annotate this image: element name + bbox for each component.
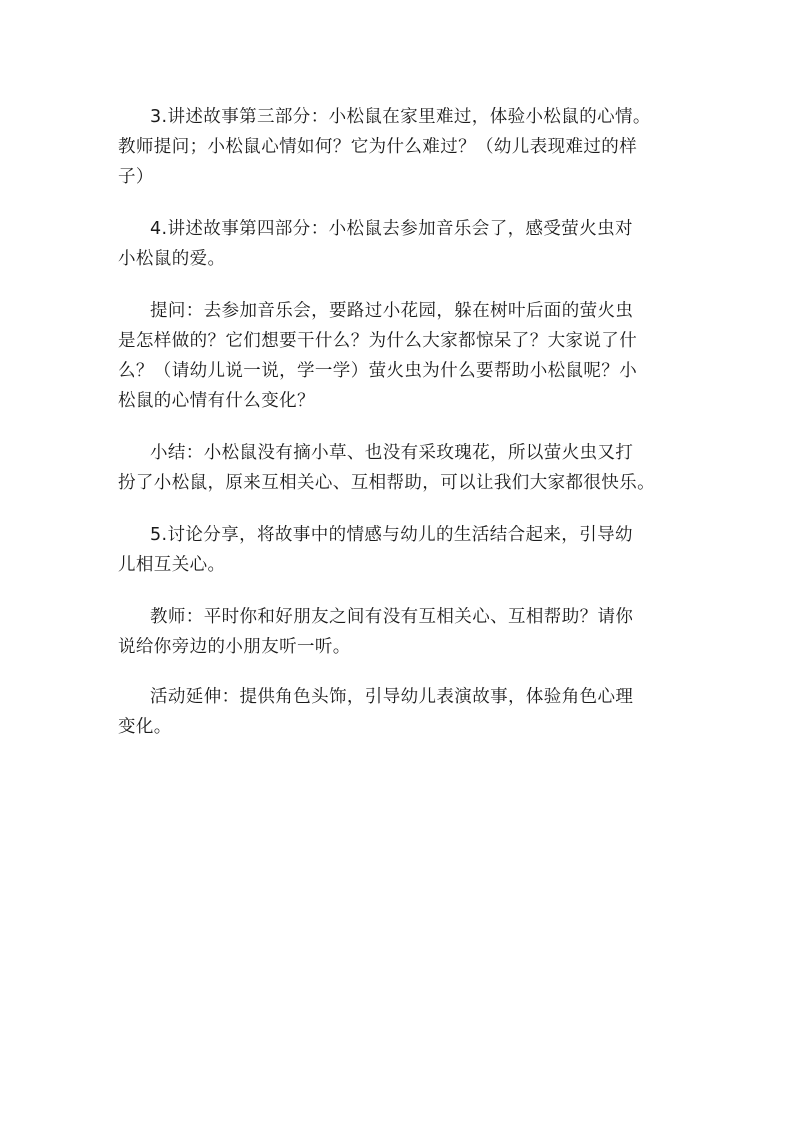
text-line: 小松鼠的爱。 <box>118 249 226 269</box>
paragraph-extension <box>118 682 688 742</box>
text-line: 是怎样做的？它们想要干什么？为什么大家都惊呆了？大家说了什 <box>118 331 638 351</box>
paragraph-story-part-4 <box>118 214 688 274</box>
text-line: 小结：小松鼠没有摘小草、也没有采玫瑰花，所以萤火虫又打 <box>150 443 634 463</box>
text-line: 5.讨论分享，将故事中的情感与幼儿的生活结合起来，引导幼 <box>150 525 633 545</box>
text-line: 3.讲述故事第三部分：小松鼠在家里难过，体验小松鼠的心情。 <box>150 107 651 127</box>
text-line: 么？（请幼儿说一说，学一学）萤火虫为什么要帮助小松鼠呢？小 <box>118 361 638 381</box>
text-line: 儿相互关心。 <box>118 555 226 575</box>
text-line: 提问：去参加音乐会，要路过小花园，躲在树叶后面的萤火虫 <box>150 301 634 321</box>
paragraph-teacher <box>118 602 688 662</box>
text-line: 扮了小松鼠，原来互相关心、互相帮助，可以让我们大家都很快乐。 <box>118 473 655 493</box>
text-line: 活动延伸：提供角色头饰，引导幼儿表演故事，体验角色心理 <box>150 687 634 707</box>
text-line: 说给你旁边的小朋友听一听。 <box>118 637 351 657</box>
text-line: 子） <box>118 167 154 187</box>
text-line: 4.讲述故事第四部分：小松鼠去参加音乐会了，感受萤火虫对 <box>150 219 633 239</box>
text-line: 教师：平时你和好朋友之间有没有互相关心、互相帮助？请你 <box>150 607 634 627</box>
paragraph-story-part-3 <box>118 102 688 192</box>
text-line: 松鼠的心情有什么变化？ <box>118 391 315 411</box>
paragraph-discussion <box>118 520 688 580</box>
paragraph-questions <box>118 296 688 416</box>
paragraph-summary <box>118 438 688 498</box>
text-line: 变化。 <box>118 717 172 737</box>
text-line: 教师提问；小松鼠心情如何？它为什么难过？（幼儿表现难过的样 <box>118 137 638 157</box>
